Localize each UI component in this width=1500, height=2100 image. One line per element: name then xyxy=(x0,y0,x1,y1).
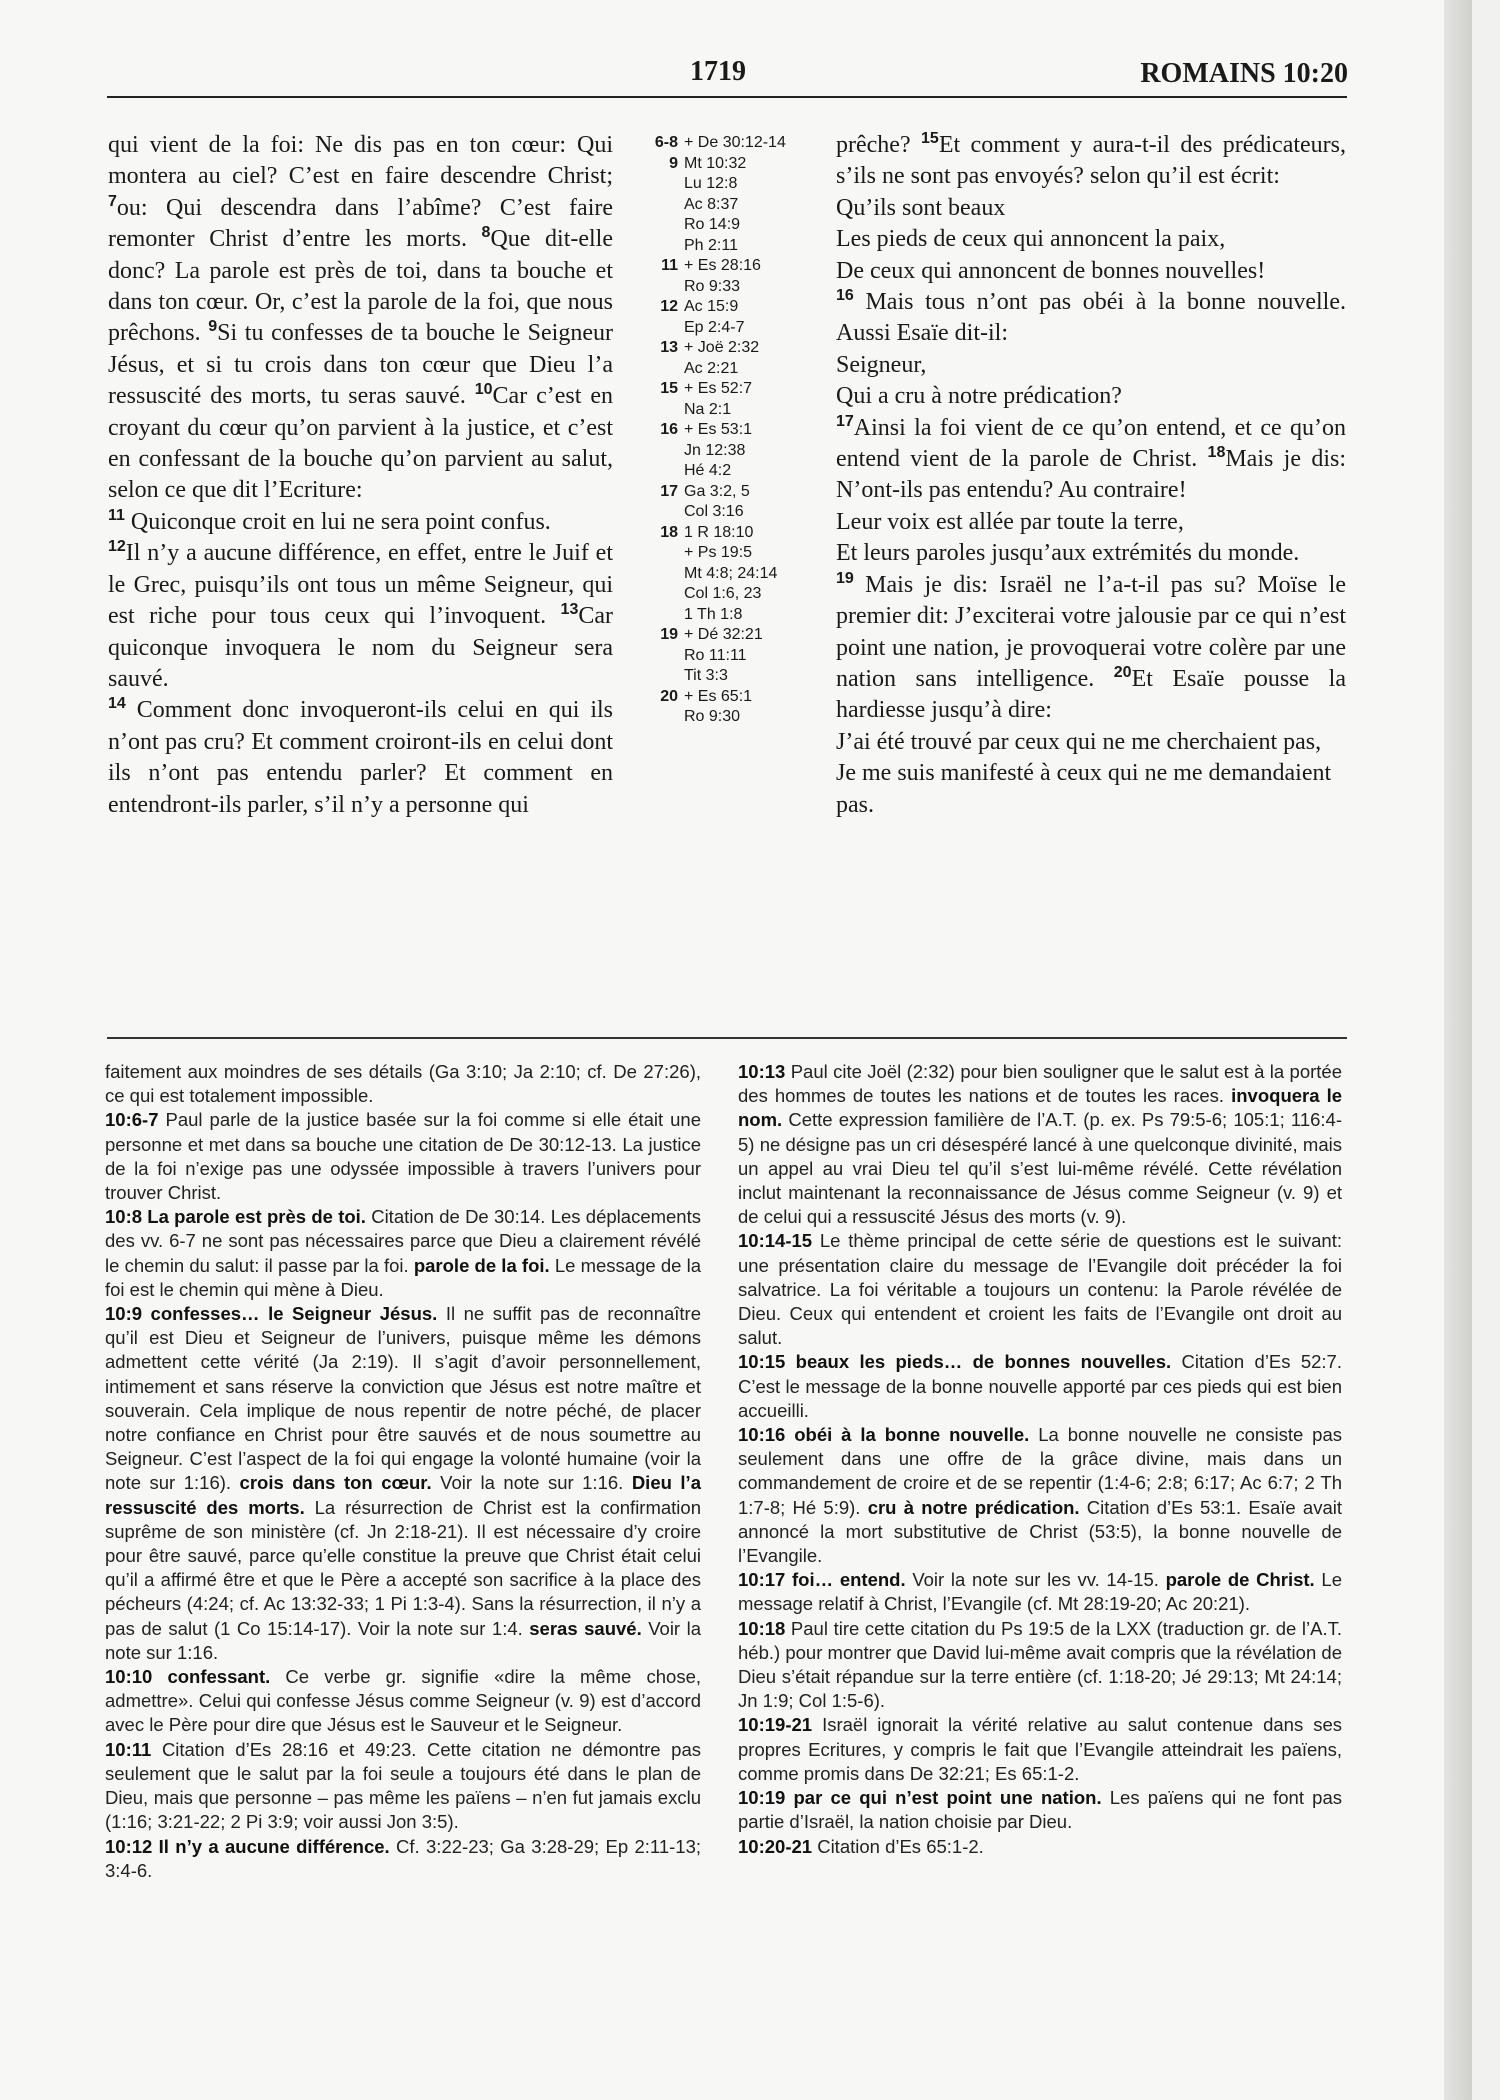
book-spine xyxy=(1444,0,1472,2100)
verse-number: 9 xyxy=(208,318,218,336)
cross-ref-verse xyxy=(640,461,684,482)
note-text: Les païens qui ne font pas partie d’Israël, la nation choisie par Dieu. xyxy=(738,1787,1342,1833)
verse-text: Si tu confesses de ta bouche le Seigneur Jésus, et si tu crois dans ton cœur que Dieu l’a ressuscité des morts, tu seras sauvé. xyxy=(108,320,613,410)
cross-ref-row xyxy=(640,441,800,462)
note-text: Le message de la foi est le chemin qui mène à Dieu. xyxy=(105,1254,701,1300)
note-heading: 10:15 beaux les pieds… de bonnes nouvelles. xyxy=(738,1351,1172,1373)
note-text: Ce verbe gr. signifie «dire la même chose, admettre». Celui qui confesse Jésus comme Seigneur (v. 9) est d’accord avec le Père pour dire que Jésus est le Sauveur et le Seigneur. xyxy=(105,1666,701,1736)
note-text: Citation d’Es 52:7. C’est le message de la bonne nouvelle apporté par ces pieds qui est bien accueilli. xyxy=(738,1351,1342,1421)
poetry xyxy=(836,350,1346,413)
cross-ref-link[interactable]: Jn 12:38 xyxy=(684,441,746,459)
cross-ref-row xyxy=(640,277,800,298)
note-heading: parole de la foi. xyxy=(413,1254,550,1276)
cross-ref-link[interactable]: + De 30:12-14 xyxy=(684,134,786,151)
note-heading: 10:11 xyxy=(105,1738,152,1760)
cross-ref-verse xyxy=(640,359,684,380)
cross-ref-link[interactable]: Ro 14:9 xyxy=(684,216,741,233)
study-note xyxy=(105,1665,701,1738)
verse-text: Quiconque croit en lui ne sera point confus. xyxy=(130,508,551,535)
verse-number: 7 xyxy=(108,192,117,210)
verse-paragraph xyxy=(108,695,613,821)
cross-ref-row xyxy=(640,379,800,400)
poetry-line: Qu’ils sont beaux xyxy=(836,194,1006,221)
cross-ref-verse xyxy=(640,174,684,195)
cross-ref-verse: 15 xyxy=(660,380,678,397)
poetry-line: De ceux qui annoncent de bonnes nouvelles! xyxy=(836,257,1266,284)
study-note xyxy=(738,1060,1342,1229)
note-heading: 10:9 confesses… le Seigneur Jésus. xyxy=(105,1303,438,1325)
cross-ref-link[interactable]: 1 Th 1:8 xyxy=(684,605,743,623)
cross-ref-row xyxy=(640,482,800,503)
cross-ref-verse xyxy=(640,564,684,585)
note-heading: parole de Christ. xyxy=(1165,1569,1315,1591)
note-text: Citation d’Es 65:1-2. xyxy=(812,1835,984,1857)
cross-ref-verse: 20 xyxy=(660,687,678,705)
note-heading: cru à notre prédication. xyxy=(867,1496,1080,1518)
cross-ref-link[interactable]: Ga 3:2, 5 xyxy=(684,482,750,500)
poetry-line: Leur voix est allée par toute la terre, xyxy=(836,508,1184,535)
note-heading: 10:16 obéi à la bonne nouvelle. xyxy=(738,1424,1030,1446)
cross-reference-column xyxy=(640,133,800,728)
cross-ref-verse: 11 xyxy=(661,257,678,274)
cross-ref-verse xyxy=(640,236,684,257)
note-text: Citation d’Es 53:1. Esaïe avait annoncé la mort substitutive de Christ (53:5), la bonne nouvelle de l’Evangile. xyxy=(738,1496,1342,1567)
verse-text: Mais tous n’ont pas obéi à la bonne nouvelle. Aussi Esaïe dit-il: xyxy=(836,289,1346,347)
study-note xyxy=(738,1835,1342,1859)
cross-ref-row xyxy=(640,338,800,359)
note-text: Paul tire cette citation du Ps 19:5 de la LXX (traduction gr. de l’A.T. héb.) pour montrer que David lui-même avait compris que la révélation de Dieu s’était répandue sur la terre entière (cf. 1:18-20; Jé 29:13; Mt 24:14; Jn 1:9; Col 1:5-6). xyxy=(738,1617,1342,1712)
cross-ref-row xyxy=(640,400,800,421)
cross-ref-verse xyxy=(640,400,684,421)
cross-ref-row xyxy=(640,687,800,708)
cross-ref-verse xyxy=(640,195,684,216)
study-note xyxy=(105,1205,701,1302)
verse-text: Il n’y a aucune différence, en effet, entre le Juif et le Grec, puisqu’ils ont tous un même Seigneur, qui est riche pour tous ceux qui l’invoquent. xyxy=(108,540,613,630)
cross-ref-verse: 16 xyxy=(660,421,678,438)
cross-ref-link[interactable]: + Ps 19:5 xyxy=(684,544,753,561)
verse-paragraph xyxy=(108,507,613,538)
verse-text: Ainsi la foi vient de ce qu’on entend, et ce qu’on entend vient de la parole de Christ. xyxy=(836,414,1346,473)
note-heading: 10:12 Il n’y a aucune différence. xyxy=(105,1835,390,1857)
note-text: Paul cite Joël (2:32) pour bien souligner que le salut est à la portée des hommes de toutes les nations et de toutes les races. xyxy=(738,1061,1342,1107)
cross-ref-verse xyxy=(640,441,684,462)
verse-number: 11 xyxy=(108,506,125,524)
study-note xyxy=(738,1423,1342,1568)
cross-ref-verse: 9 xyxy=(669,154,678,172)
cross-ref-link[interactable]: Ac 8:37 xyxy=(684,195,739,213)
note-text: faitement aux moindres de ses détails (Ga 3:10; Ja 2:10; cf. De 27:26), ce qui est totalement impossible. xyxy=(105,1061,701,1107)
verse-paragraph xyxy=(836,413,1346,507)
cross-ref-link[interactable]: Col 3:16 xyxy=(684,503,744,520)
verse-number: 18 xyxy=(1207,444,1226,462)
note-text: Voir la note sur 1:16. xyxy=(431,1472,632,1494)
cross-ref-row xyxy=(640,605,800,626)
verse-text: Mais je dis: Israël ne l’a-t-il pas su? Moïse le premier dit: J’exciterai votre jalousie par ce qui n’est point une nation, je provoquerai votre colère par une nation sans intelligence. xyxy=(836,571,1346,692)
cross-ref-row xyxy=(640,625,800,646)
study-note xyxy=(738,1713,1342,1786)
note-text: Citation de De 30:14. Les déplacements des vv. 6-7 ne sont pas nécessaires parce que Dieu a clairement révélé le chemin du salut: il passe par la foi. xyxy=(105,1206,701,1276)
note-heading: 10:19 par ce qui n’est point une nation. xyxy=(738,1787,1102,1809)
cross-ref-verse: 19 xyxy=(660,626,678,643)
cross-ref-verse: 6-8 xyxy=(654,134,678,151)
note-heading: crois dans ton cœur. xyxy=(239,1472,432,1494)
page-number: 1719 xyxy=(690,56,746,87)
cross-ref-row xyxy=(640,297,800,318)
poetry xyxy=(836,507,1346,570)
poetry xyxy=(836,193,1346,287)
note-text: La résurrection de Christ est la confirmation suprême de son ministère (cf. Jn 2:18-21). Il est nécessaire d’y croire pour être sauvé, parce qu’elle constitue la preuve que Christ était celui qu’il a affirmé être et que le Père a accepté son sacrifice à la place des pécheurs (4:24; cf. Ac 13:32-33; 1 Pi 1:3-4). Sans la résurrection, il n’y a pas de salut (1 Co 15:14-17). Voir la note sur 1:4. xyxy=(105,1496,701,1639)
note-text: Le thème principal de cette série de questions est le suivant: une présentation claire du message de l’Evangile doit précéder la foi salvatrice. La foi véritable a toujours un contenu: la Parole révélée de Dieu. Ceux qui entendent et croient les faits de l’Evangile ont droit au salut. xyxy=(738,1230,1342,1349)
study-note xyxy=(738,1229,1342,1350)
study-notes-right xyxy=(738,1060,1342,1859)
cross-ref-link[interactable]: Col 1:6, 23 xyxy=(684,585,762,602)
note-text: Israël ignorait la vérité relative au salut contenue dans ses propres Ecritures, y compris le fait que l’Evangile atteindrait les païens, comme promis dans De 32:21; Es 65:1-2. xyxy=(738,1714,1342,1784)
cross-ref-link[interactable]: Lu 12:8 xyxy=(684,175,738,192)
cross-ref-link[interactable]: + Es 65:1 xyxy=(684,687,753,705)
cross-ref-row xyxy=(640,359,800,380)
note-text: Voir la note sur 1:16. xyxy=(105,1617,701,1663)
cross-ref-row xyxy=(640,707,800,728)
poetry-line: Les pieds de ceux qui annoncent la paix, xyxy=(836,226,1226,253)
verse-number: 17 xyxy=(836,412,854,430)
study-note xyxy=(738,1568,1342,1616)
cross-ref-row xyxy=(640,461,800,482)
cross-ref-row xyxy=(640,666,800,687)
cross-ref-link[interactable]: Ro 9:33 xyxy=(684,277,741,295)
cross-ref-verse xyxy=(640,277,684,298)
verse-text: Car quiconque invoquera le nom du Seigneur sera sauvé. xyxy=(108,603,613,692)
cross-ref-link[interactable]: Ro 9:30 xyxy=(684,708,741,725)
cross-ref-link[interactable]: Ph 2:11 xyxy=(684,236,738,254)
cross-ref-row xyxy=(640,584,800,605)
header-rule xyxy=(107,96,1347,98)
cross-ref-row xyxy=(640,564,800,585)
cross-ref-verse: 12 xyxy=(660,298,678,315)
cross-ref-row xyxy=(640,133,800,154)
study-notes-left xyxy=(105,1060,701,1883)
cross-ref-link[interactable]: + Es 52:7 xyxy=(684,380,753,397)
note-heading: 10:14-15 xyxy=(738,1230,813,1252)
study-note xyxy=(105,1060,701,1108)
cross-ref-link[interactable]: + Dé 32:21 xyxy=(684,626,763,643)
cross-ref-verse xyxy=(640,543,684,564)
cross-ref-row xyxy=(640,215,800,236)
cross-ref-link[interactable]: + Es 28:16 xyxy=(684,257,761,274)
verse-paragraph xyxy=(836,287,1346,350)
verse-paragraph xyxy=(836,570,1346,727)
cross-ref-verse: 13 xyxy=(660,339,678,356)
cross-ref-verse xyxy=(640,707,684,728)
verse-text: Car c’est en croyant du cœur qu’on parvient à la justice, et c’est en confessant de la bouche qu’on parvient au salut, selon ce que dit l’Ecriture: xyxy=(108,383,613,504)
note-heading: 10:13 xyxy=(738,1061,786,1082)
verse-number: 16 xyxy=(836,287,854,305)
verse-text: Et Esaïe pousse la hardiesse jusqu’à dire: xyxy=(836,665,1346,724)
note-text: Paul parle de la justice basée sur la foi comme si elle était une personne et met dans sa bouche une citation de De 30:12-13. La justice de la foi n’exige pas une odyssée impossible à travers l’univers pour trouver Christ. xyxy=(105,1109,701,1204)
note-heading: 10:10 confessant. xyxy=(105,1666,271,1688)
cross-ref-link[interactable]: Ro 11:11 xyxy=(684,646,747,664)
verse-number: 8 xyxy=(481,224,491,242)
note-heading: invoquera le nom. xyxy=(738,1085,1343,1131)
note-text: Cf. 3:22-23; Ga 3:28-29; Ep 2:11-13; 3:4-6. xyxy=(105,1835,701,1881)
cross-ref-link[interactable]: Ac 2:21 xyxy=(684,359,739,377)
verse-paragraph xyxy=(836,130,1346,193)
cross-ref-row xyxy=(640,195,800,216)
cross-ref-row xyxy=(640,543,800,564)
cross-ref-link[interactable]: + Joë 2:32 xyxy=(684,339,760,356)
running-head: ROMAINS 10:20 xyxy=(1140,58,1348,89)
verse-number: 10 xyxy=(474,381,493,399)
study-note xyxy=(738,1617,1342,1714)
cross-ref-link[interactable]: Hé 4:2 xyxy=(684,462,732,479)
note-text: Cette expression familière de l’A.T. (p. ex. Ps 79:5-6; 105:1; 116:4-5) ne désigne pas un cri désespéré lancé à une quelconque divinité, mais un appel au vrai Dieu tel qu’il s’est lui-même révélé. Cette révélation inclut maintenant la reconnaissance de Jésus comme Seigneur (v. 9) et de celui qui a ressuscité Jésus des morts (v. 9). xyxy=(738,1109,1342,1228)
note-text: Le message relatif à Christ, l’Evangile (cf. Mt 28:19-20; Ac 20:21). xyxy=(738,1569,1342,1615)
cross-ref-row xyxy=(640,256,800,277)
verse-column-left xyxy=(108,130,613,1010)
cross-ref-row xyxy=(640,502,800,523)
verse-number: 15 xyxy=(921,130,939,147)
cross-ref-verse xyxy=(640,605,684,626)
cross-ref-verse xyxy=(640,646,684,667)
cross-ref-row xyxy=(640,646,800,667)
cross-ref-link[interactable]: Na 2:1 xyxy=(684,400,732,418)
cross-ref-verse xyxy=(640,666,684,687)
cross-ref-row xyxy=(640,420,800,441)
verse-number: 12 xyxy=(108,538,126,556)
note-text: La bonne nouvelle ne consiste pas seulement dans une offre de la grâce divine, mais dans un commandement de croire et de se repentir (1:4-6; 2:8; 6:17; Ac 6:7; 2 Th 1:7-8; Hé 5:9). xyxy=(738,1424,1342,1518)
verse-number: 13 xyxy=(560,601,579,619)
note-text: Il ne suffit pas de reconnaître qu’il est Dieu et Seigneur de l’univers, puisque même les démons admettent cette vérité (Ja 2:19). Il s’agit d’avoir personnellement, intimement et sans réserve la conviction que Jésus est notre maître et souverain. Cela implique de nous repentir de notre péché, de placer notre confiance en Christ pour être sauvés et de nous soumettre au Seigneur. C’est l’aspect de la foi qui engage la volonté humaine (voir la note sur 1:16). xyxy=(105,1303,702,1494)
notes-divider xyxy=(107,1037,1347,1039)
cross-ref-link[interactable]: Mt 4:8; 24:14 xyxy=(684,564,778,582)
verse-paragraph xyxy=(108,538,613,695)
study-note xyxy=(738,1786,1342,1834)
study-note xyxy=(105,1108,701,1205)
poetry-line: Et leurs paroles jusqu’aux extrémités du monde. xyxy=(836,540,1300,567)
note-heading: 10:8 La parole est près de toi. xyxy=(105,1206,366,1228)
cross-ref-link[interactable]: Mt 10:32 xyxy=(684,154,747,172)
study-note xyxy=(738,1350,1342,1423)
cross-ref-row xyxy=(640,154,800,175)
poetry-line: Seigneur, xyxy=(836,351,927,378)
cross-ref-row xyxy=(640,236,800,257)
note-text: Citation d’Es 28:16 et 49:23. Cette citation ne démontre pas seulement que le salut par la foi seule a toujours été dans le plan de Dieu, mais que personne – pas même les païens – n’en fut jamais exclu (1:16; 3:21-22; 2 Pi 3:9; voir aussi Jon 3:5). xyxy=(105,1738,701,1833)
cross-ref-verse xyxy=(640,215,684,236)
note-heading: 10:17 foi… entend. xyxy=(738,1569,906,1591)
note-text: Voir la note sur les vv. 14-15. xyxy=(905,1569,1166,1591)
cross-ref-verse xyxy=(640,584,684,605)
cross-ref-verse xyxy=(640,318,684,339)
verse-text: Que dit-elle donc? La parole est près de toi, dans ta bouche et dans ton cœur. Or, c’est la parole de la foi, que nous prêchons. xyxy=(108,226,613,347)
poetry-line: Je me suis manifesté à ceux qui ne me demandaient pas. xyxy=(836,760,1332,818)
cross-ref-verse: 18 xyxy=(660,523,678,541)
verse-text: prêche? xyxy=(836,132,922,158)
cross-ref-link[interactable]: + Es 53:1 xyxy=(684,421,753,438)
verse-text: qui vient de la foi: Ne dis pas en ton cœur: Qui montera au ciel? C’est en faire descendre Christ; xyxy=(108,132,613,190)
note-heading: 10:19-21 xyxy=(738,1714,813,1736)
note-heading: Dieu l’a ressuscité des morts. xyxy=(105,1472,701,1518)
poetry-line: J’ai été trouvé par ceux qui ne me cherchaient pas, xyxy=(836,728,1322,755)
cross-ref-verse: 17 xyxy=(660,482,678,500)
verse-number: 14 xyxy=(108,695,126,713)
verse-text: Mais je dis: N’ont-ils pas entendu? Au contraire! xyxy=(836,446,1346,504)
verse-paragraph xyxy=(108,130,613,507)
study-note xyxy=(105,1302,701,1665)
verse-text: ou: Qui descendra dans l’abîme? C’est faire remonter Christ d’entre les morts. xyxy=(108,194,613,253)
poetry xyxy=(836,727,1346,821)
note-heading: seras sauvé. xyxy=(529,1617,642,1639)
cross-ref-link[interactable]: Ep 2:4-7 xyxy=(684,318,745,336)
cross-ref-row xyxy=(640,318,800,339)
cross-ref-row xyxy=(640,523,800,544)
poetry-line: Qui a cru à notre prédication? xyxy=(836,383,1122,410)
cross-ref-link[interactable]: Tit 3:3 xyxy=(684,667,728,684)
verse-text: Comment donc invoqueront-ils celui en qui ils n’ont pas cru? Et comment croiront-ils en celui dont ils n’ont pas entendu parler? Et comment en entendront-ils parler, s’il n’y a personne qui xyxy=(108,697,613,818)
study-note xyxy=(105,1738,701,1835)
note-heading: 10:6-7 xyxy=(105,1109,159,1131)
verse-column-right xyxy=(836,130,1346,1010)
study-note xyxy=(105,1835,701,1883)
cross-ref-verse xyxy=(640,502,684,523)
verse-number: 20 xyxy=(1113,663,1132,681)
note-heading: 10:18 xyxy=(738,1617,786,1639)
cross-ref-row xyxy=(640,174,800,195)
verse-number: 19 xyxy=(836,569,854,587)
verse-text: Et comment y aura-t-il des prédicateurs, s’ils ne sont pas envoyés? selon qu’il est écrit: xyxy=(836,132,1346,190)
cross-ref-link[interactable]: 1 R 18:10 xyxy=(684,523,754,541)
cross-ref-link[interactable]: Ac 15:9 xyxy=(684,298,739,315)
note-heading: 10:20-21 xyxy=(738,1835,813,1857)
